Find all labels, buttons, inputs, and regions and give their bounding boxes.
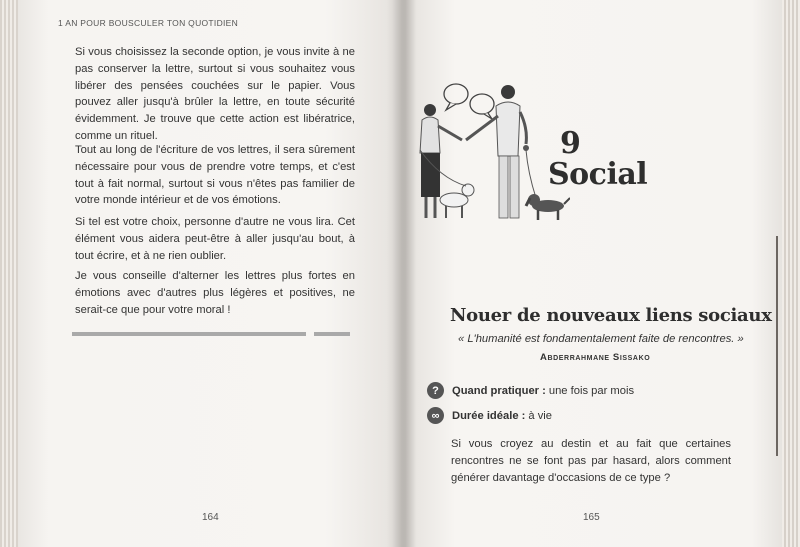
section-divider-short: [314, 332, 350, 336]
page-number-left: 164: [202, 512, 219, 523]
quote-author: Abderrahmane Sissako: [540, 352, 651, 363]
running-header: 1 AN POUR BOUSCULER TON QUOTIDIEN: [58, 18, 239, 28]
people-with-dogs-illustration: [410, 78, 570, 228]
duration-label: Durée idéale :: [452, 409, 526, 422]
paragraph-4: Je vous conseille d'alterner les lettres plus fortes en émotions avec d'autres plus légères et positives, ne serait-ce que pour votre moral !: [75, 270, 355, 316]
epigraph-quote: « L'humanité est fondamentalement faite de rencontres. »: [458, 333, 744, 345]
paragraph-3: Si tel est votre choix, personne d'autre ne vous lira. Cet élément vous aidera peut-être à aller jusqu'au bout, à tout écrire, et à ne rien oublier.: [75, 216, 355, 262]
question-icon: ?: [427, 382, 444, 399]
ideal-duration: [427, 407, 552, 424]
paragraph-1: Si vous choisissez la seconde option, je vous invite à ne pas conserver la lettre, surtout si vous souhaitez vous libérer des pensées couchées sur le papier. Vous pouvez aller jusqu'à brûler la lettre, en toute sécurité évidemment. Je trouve que cette action est libératrice, comme un rituel.: [75, 46, 355, 142]
infinity-clock-icon: ∞: [427, 407, 444, 424]
chapter-title: Social: [548, 157, 648, 192]
page-edges-right: [782, 0, 800, 547]
frequency-label: Quand pratiquer :: [452, 384, 546, 397]
page-edge-line: [776, 236, 778, 456]
page-edges-left: [0, 0, 18, 547]
frequency-value: une fois par mois: [548, 384, 635, 397]
section-divider: [72, 332, 306, 336]
section-title: Nouer de nouveaux liens sociaux: [450, 305, 772, 326]
page-number-right: 165: [583, 512, 600, 523]
duration-value: à vie: [528, 409, 553, 422]
chapter-number: 9: [560, 126, 581, 161]
paragraph-2: Tout au long de l'écriture de vos lettres, il sera sûrement nécessaire pour vous de prendre votre temps, et c'est tout à fait normal, surtout si vous n'êtes pas familier de votre monde intérieur et de vos émotions.: [75, 144, 355, 207]
practice-frequency: [427, 382, 634, 399]
intro-paragraph: Si vous croyez au destin et au fait que certaines rencontres ne se font pas par hasard, alors comment générer davantage d'occasions de ce type ?: [451, 438, 731, 484]
